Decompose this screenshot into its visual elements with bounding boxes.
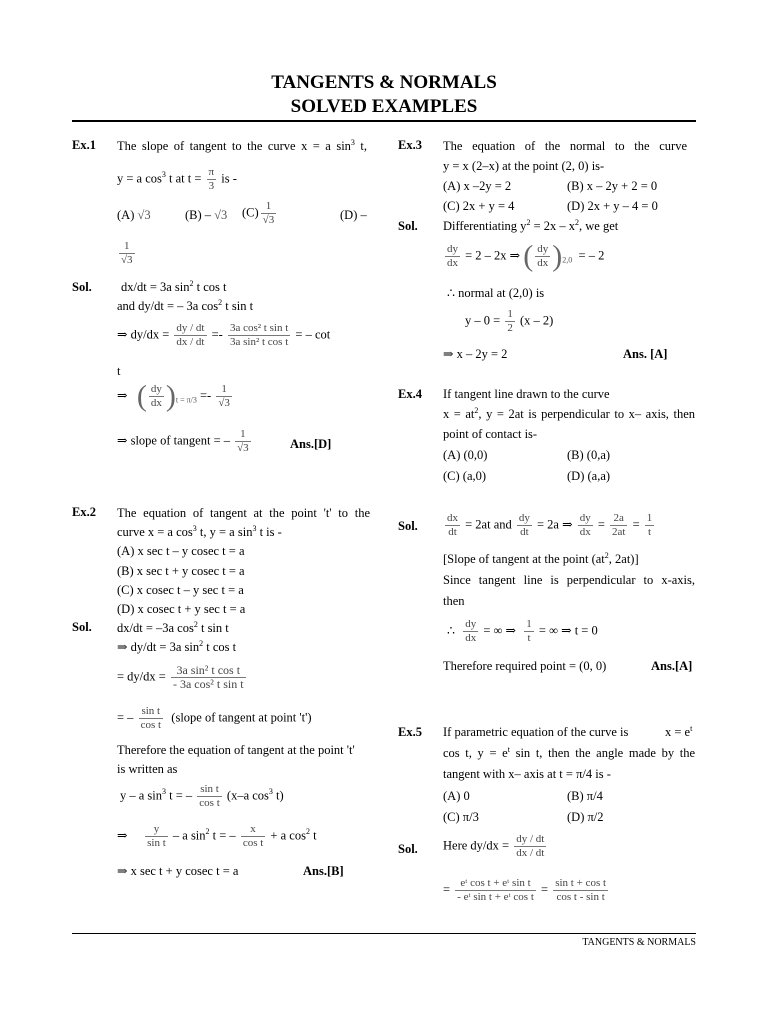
ex1-label: Ex.1: [72, 138, 96, 152]
ex5-label: Ex.5: [398, 725, 422, 739]
ex5-sol-label: Sol.: [398, 842, 418, 856]
ex5-question-line3: tangent with x– axis at t = π/4 is -: [443, 767, 611, 781]
ex4-sol-label: Sol.: [398, 519, 418, 533]
ex1-option-c: (C) $\frac{1}{√3}$: [242, 200, 275, 226]
ex4-sol-line2: [Slope of tangent at the point ($at^2$, 2at)]: [443, 550, 639, 566]
ex4-question-line3: point of contact is-: [443, 427, 538, 441]
ex1-option-b: (B) – √3: [185, 208, 228, 222]
ex4-question-line2: $x = at^2$, y = 2at is perpendicular to x– axis, then: [443, 405, 695, 421]
footer-rule: [72, 933, 696, 934]
ex3-sol-line5: ⇒ x – 2y = 2: [443, 347, 508, 361]
ex2-sol-label: Sol.: [72, 620, 92, 634]
ex5-question-line1-tail: $x = e^t$: [665, 723, 693, 739]
ex2-label: Ex.2: [72, 505, 96, 519]
ex5-option-c: (C) π/3: [443, 810, 479, 824]
pi-over-3-fraction: $\frac{\pi}{3}$: [208, 166, 215, 192]
ex2-sol-line4: = – $\frac{\text{sin t}}{\text{cos t}}$ (slope of tangent at point 't'): [117, 705, 312, 731]
ex1-sol-line1: dx/dt = 3a $\sin^2 t$ cos t: [121, 278, 227, 294]
ex5-option-b: (B) π/4: [567, 789, 603, 803]
ex3-option-c: (C) 2x + y = 4: [443, 199, 515, 213]
ex5-sol-line2: = $\frac{\text{eᵗ cos t + eᵗ sin t}}{\text{- eᵗ sin t + eᵗ cos t}}$ = $\frac{\text{sin t + cos t}}{\text{cos t - sin t}}$: [443, 877, 607, 903]
ex3-sol-line2: $\frac{dy}{dx}$ = 2 – 2x ⇒ ( $\frac{dy}{dx}$ )$_{2,0}$ = – 2: [447, 239, 605, 273]
ex3-sol-line4: y – 0 = $\frac{1}{2}$ (x – 2): [465, 308, 554, 334]
ex2-option-d: (D) x cosec t + y sec t = a: [117, 602, 246, 616]
ex1-sol-line2: and dy/dt = – 3a $\cos^2 t$ sin t: [117, 297, 254, 313]
ex3-sol-line1: Differentiating $y^2 = 2x - x^2$, we get: [443, 217, 619, 233]
ex4-label: Ex.4: [398, 387, 422, 401]
ex3-sol-label: Sol.: [398, 219, 418, 233]
ex2-sol-line6: is written as: [117, 762, 178, 776]
ex4-question-line1: If tangent line drawn to the curve: [443, 387, 610, 401]
ex1-sol-line5: ⇒ slope of tangent = – $\frac{1}{√3}$: [117, 428, 249, 454]
ex5-question-line1: If parametric equation of the curve is: [443, 725, 629, 739]
ex5-sol-line1: Here dy/dx = $\frac{dy / dt}{dx / dt}$: [443, 833, 545, 859]
ex2-sol-line8: ⇒ $\frac{y}{\text{sin t}}$ – a $\sin^2 t$ = – $\frac{x}{\text{cos t}}$ + a $\cos^2 t$: [117, 823, 317, 849]
ex1-sol-line4: ⇒ ( $\frac{dy}{dx}$ )$_{t = \pi/3}$ =- $\frac{1}{√3}$: [117, 379, 230, 413]
ex4-option-b: (B) (0,a): [567, 448, 611, 462]
ex5-question-line2: cos t, $y = e^t$ sin t, then the angle made by the: [443, 744, 696, 760]
ex1-question-line1: The slope of tangent to the curve x = a $\sin^3 t$,: [117, 137, 367, 153]
ex2-question-line1: The equation of tangent at the point 't' to the: [117, 506, 370, 520]
ex1-option-d: (D) –: [340, 208, 367, 222]
ex3-option-b: (B) x – 2y + 2 = 0: [567, 179, 658, 193]
footer-text: TANGENTS & NORMALS: [582, 937, 696, 948]
ex4-sol-line4: then: [443, 594, 465, 608]
ex3-answer: Ans. [A]: [623, 347, 668, 361]
ex4-answer: Ans.[A]: [651, 659, 693, 673]
ex3-sol-line3: ∴ normal at (2,0) is: [447, 286, 545, 300]
ex3-question-line1: The equation of the normal to the curve: [443, 139, 687, 153]
ex4-sol-line6: Therefore required point = (0, 0): [443, 659, 607, 673]
ex3-option-a: (A) x –2y = 2: [443, 179, 512, 193]
ex5-option-d: (D) π/2: [567, 810, 604, 824]
ex2-sol-line2: ⇒ dy/dt = 3a $\sin^2 t$ cos t: [117, 638, 237, 654]
ex1-sol-line3: ⇒ dy/dx = $\frac{dy / dt}{dx / dt}$ =- $\frac{\text{3a cos² t sin t}}{\text{3a sin² t cos t}}$ = – cot: [117, 322, 331, 348]
ex2-sol-line9: ⇒ x sec t + y cosec t = a: [117, 864, 239, 878]
ex3-label: Ex.3: [398, 138, 422, 152]
title-rule: [72, 120, 696, 122]
ex2-option-b: (B) x sec t + y cosec t = a: [117, 564, 245, 578]
ex2-sol-line1: dx/dt = –3a $\cos^2 t$ sin t: [117, 619, 229, 635]
ex2-answer: Ans.[B]: [303, 864, 344, 878]
ex1-option-d-value: $\frac{1}{√3}$: [121, 240, 133, 266]
ex4-option-a: (A) (0,0): [443, 448, 488, 462]
ex4-sol-line3: Since tangent line is perpendicular to x-axis,: [443, 573, 695, 587]
ex1-option-a: (A) √3: [117, 208, 151, 222]
ex2-question-line2: curve x = a $\cos^3 t$, y = a $\sin^3 t$ is -: [117, 523, 282, 539]
ex2-option-c: (C) x cosec t – y sec t = a: [117, 583, 244, 597]
ex2-sol-line3: = dy/dx = $\frac{\text{3a sin² t cos t}}{\text{- 3a cos² t sin t}}$: [117, 663, 244, 691]
ex5-option-a: (A) 0: [443, 789, 470, 803]
ex2-option-a: (A) x sec t – y cosec t = a: [117, 544, 245, 558]
ex1-answer: Ans.[D]: [290, 437, 332, 451]
ex4-sol-line5: ∴ $\frac{dy}{dx}$ = ∞ ⇒ $\frac{1}{t}$ = ∞ ⇒ t = 0: [447, 618, 598, 644]
ex2-sol-line7: y – a $\sin^3 t$ = – $\frac{\text{sin t}}{\text{cos t}}$ (x–a $\cos^3 t$): [120, 783, 284, 809]
ex4-sol-line1: $\frac{dx}{dt}$ = 2at and $\frac{dy}{dt}$ = 2a ⇒ $\frac{dy}{dx}$ = $\frac{2a}{2at}$ = $\frac{1}{t}$: [447, 512, 653, 538]
ex1-question-line2: y = a $\cos^3 t$ at t = $\frac{\pi}{3}$ is -: [117, 166, 237, 192]
ex2-sol-line5: Therefore the equation of tangent at the point 't': [117, 743, 355, 757]
page-subtitle: SOLVED EXAMPLES: [290, 96, 478, 117]
ex1-sol-line3-wrap: t: [117, 364, 121, 378]
ex3-option-d: (D) 2x + y – 4 = 0: [567, 199, 658, 213]
page-title: TANGENTS & NORMALS: [271, 72, 497, 93]
ex1-sol-label: Sol.: [72, 280, 92, 294]
ex4-option-c: (C) (a,0): [443, 469, 487, 483]
ex4-option-d: (D) (a,a): [567, 469, 611, 483]
ex3-question-line2: y = x (2–x) at the point (2, 0) is-: [443, 159, 605, 173]
